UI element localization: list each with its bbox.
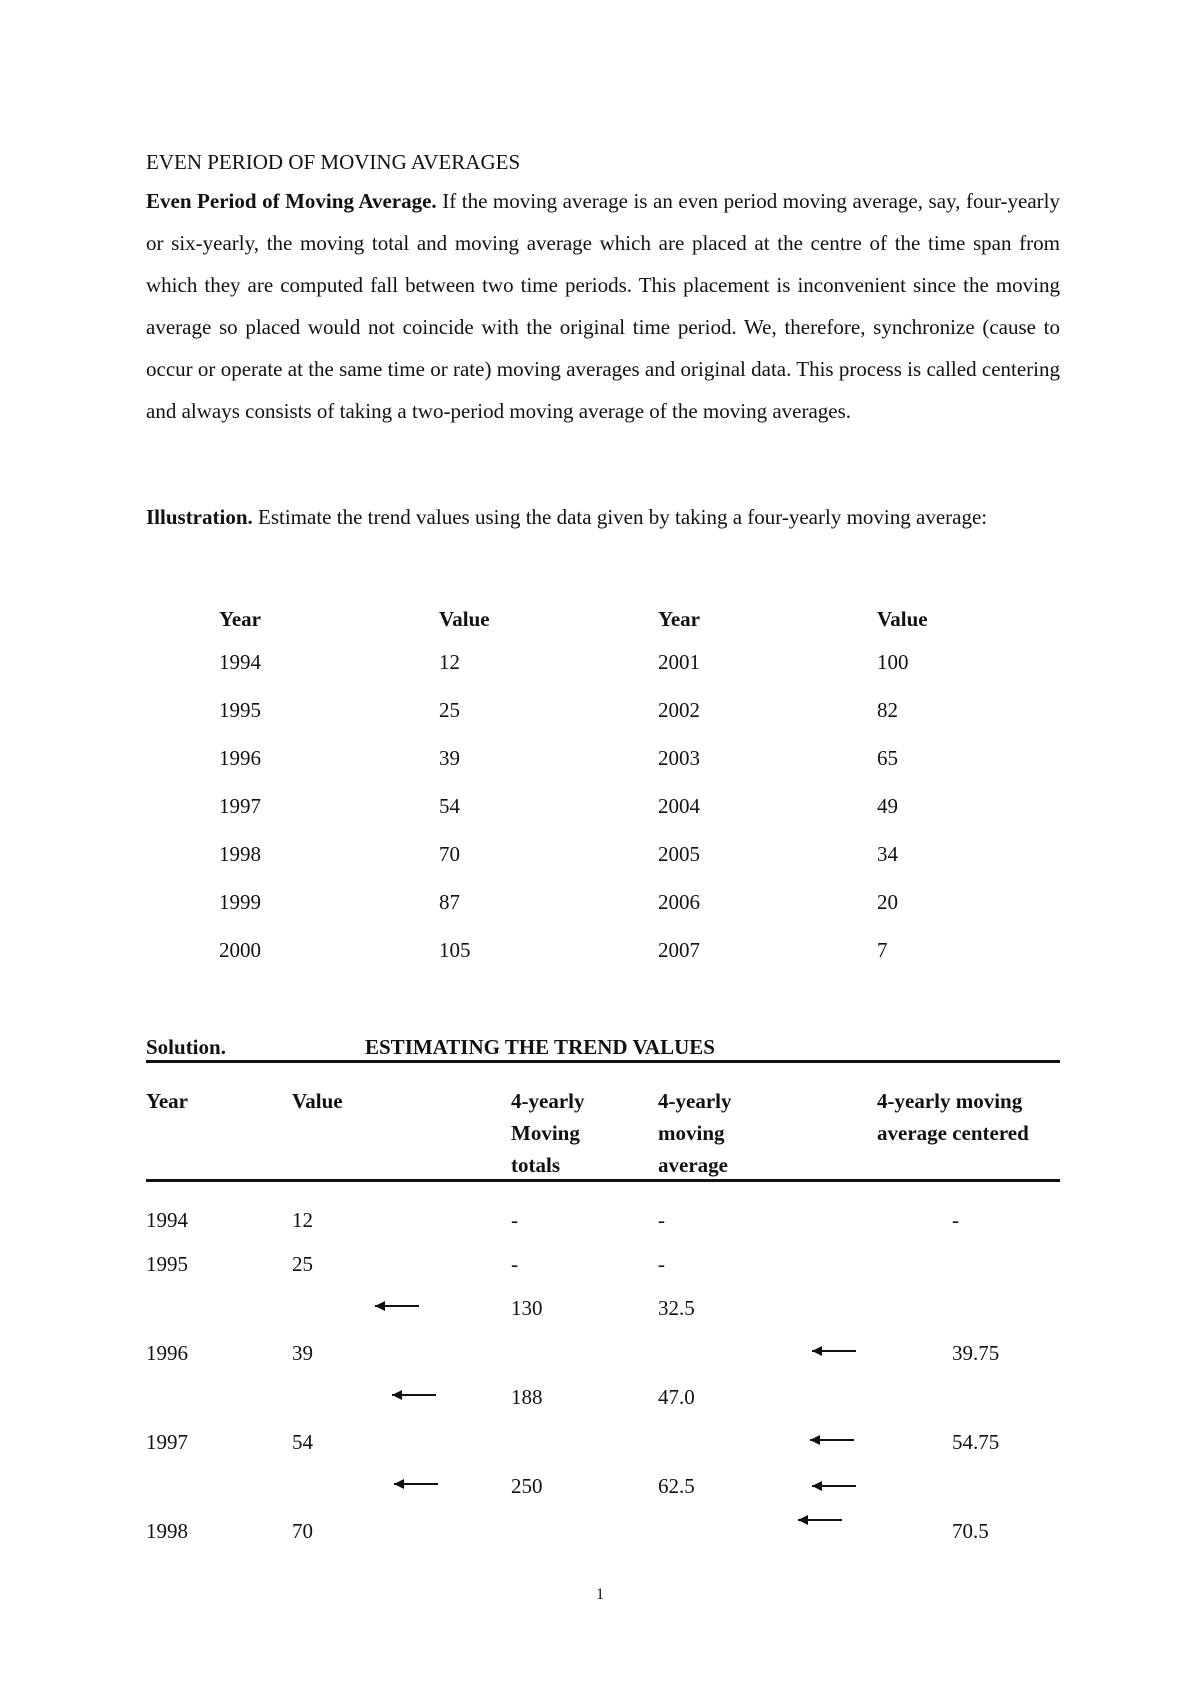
table-cell: 1998 <box>146 1519 188 1543</box>
left-arrow-icon <box>392 1477 440 1491</box>
table-cell: - <box>658 1208 665 1232</box>
left-arrow-icon <box>796 1513 844 1527</box>
table-cell: 1999 <box>219 890 261 914</box>
table-cell: 54 <box>439 794 460 818</box>
data-header-value-1: Value <box>439 607 490 631</box>
table-cell: 70 <box>439 842 460 866</box>
table-header-rule <box>146 1179 1060 1182</box>
table-cell: 70.5 <box>952 1519 989 1543</box>
table-cell: 54.75 <box>952 1430 1000 1454</box>
illustration-bold: Illustration. <box>146 505 253 529</box>
table-cell: 32.5 <box>658 1296 695 1320</box>
data-header-value-2: Value <box>877 607 928 631</box>
table-cell: 2005 <box>658 842 700 866</box>
table-cell: 47.0 <box>658 1385 695 1409</box>
table-cell: 2007 <box>658 938 700 962</box>
table-cell: 7 <box>877 938 888 962</box>
table-cell: 2006 <box>658 890 700 914</box>
table-cell: 12 <box>439 650 460 674</box>
illustration-paragraph <box>146 496 1060 538</box>
table-cell: - <box>952 1208 959 1232</box>
table-cell: 12 <box>292 1208 313 1232</box>
table-cell: 2004 <box>658 794 700 818</box>
solution-label: Solution. <box>146 1035 226 1059</box>
table-cell: 54 <box>292 1430 313 1454</box>
table-cell: 100 <box>877 650 909 674</box>
table-cell: 130 <box>511 1296 543 1320</box>
solution-header-average: 4-yearly moving average <box>658 1089 732 1177</box>
table-cell: 25 <box>439 698 460 722</box>
table-cell: 39.75 <box>952 1341 1000 1365</box>
table-cell: 1994 <box>146 1208 188 1232</box>
table-top-rule <box>146 1060 1060 1063</box>
intro-bold: Even Period of Moving Average. <box>146 189 437 213</box>
solution-title: ESTIMATING THE TREND VALUES <box>365 1035 715 1059</box>
table-cell: 39 <box>292 1341 313 1365</box>
table-cell: 25 <box>292 1252 313 1276</box>
table-cell: - <box>511 1252 518 1276</box>
table-cell: 1997 <box>146 1430 188 1454</box>
page-heading: EVEN PERIOD OF MOVING AVERAGES <box>146 150 521 174</box>
table-cell: 20 <box>877 890 898 914</box>
solution-header-totals: 4-yearly Moving totals <box>511 1089 585 1177</box>
table-cell: - <box>658 1252 665 1276</box>
table-cell: 2000 <box>219 938 261 962</box>
table-cell: 1995 <box>146 1252 188 1276</box>
page-number: 1 <box>596 1586 604 1603</box>
table-cell: 39 <box>439 746 460 770</box>
data-header-year-1: Year <box>219 607 261 631</box>
table-cell: - <box>511 1208 518 1232</box>
table-cell: 34 <box>877 842 898 866</box>
table-cell: 62.5 <box>658 1474 695 1498</box>
illustration-text: Estimate the trend values using the data given by taking a four-yearly moving average: <box>252 505 988 529</box>
solution-header-year: Year <box>146 1089 188 1113</box>
intro-paragraph <box>146 180 1060 432</box>
data-header-year-2: Year <box>658 607 700 631</box>
left-arrow-icon <box>390 1388 438 1402</box>
table-cell: 105 <box>439 938 471 962</box>
table-cell: 49 <box>877 794 898 818</box>
table-cell: 1996 <box>146 1341 188 1365</box>
table-cell: 82 <box>877 698 898 722</box>
table-cell: 87 <box>439 890 460 914</box>
table-cell: 1997 <box>219 794 261 818</box>
solution-header-centered: 4-yearly moving average centered <box>877 1089 1029 1145</box>
table-cell: 1995 <box>219 698 261 722</box>
table-cell: 250 <box>511 1474 543 1498</box>
table-cell: 1996 <box>219 746 261 770</box>
table-cell: 65 <box>877 746 898 770</box>
table-cell: 2003 <box>658 746 700 770</box>
table-cell: 70 <box>292 1519 313 1543</box>
table-cell: 1998 <box>219 842 261 866</box>
table-cell: 188 <box>511 1385 543 1409</box>
table-cell: 1994 <box>219 650 261 674</box>
table-cell: 2002 <box>658 698 700 722</box>
intro-text: If the moving average is an even period moving average, say, four-yearly or six-yearly, the moving total and moving average which are placed at the centre of the time span from which they are computed fall between two time periods. This placement is inconvenient since the moving average so placed would not coincide with the original time period. We, therefore, synchronize (cause to occur or operate at the same time or rate) moving averages and original data. This process is called centering and always consists of taking a two-period moving average of the moving averages. <box>146 189 1060 423</box>
left-arrow-icon <box>810 1344 858 1358</box>
left-arrow-icon <box>810 1479 858 1493</box>
table-cell: 2001 <box>658 650 700 674</box>
solution-header-value: Value <box>292 1089 343 1113</box>
left-arrow-icon <box>808 1433 856 1447</box>
left-arrow-icon <box>373 1299 421 1313</box>
